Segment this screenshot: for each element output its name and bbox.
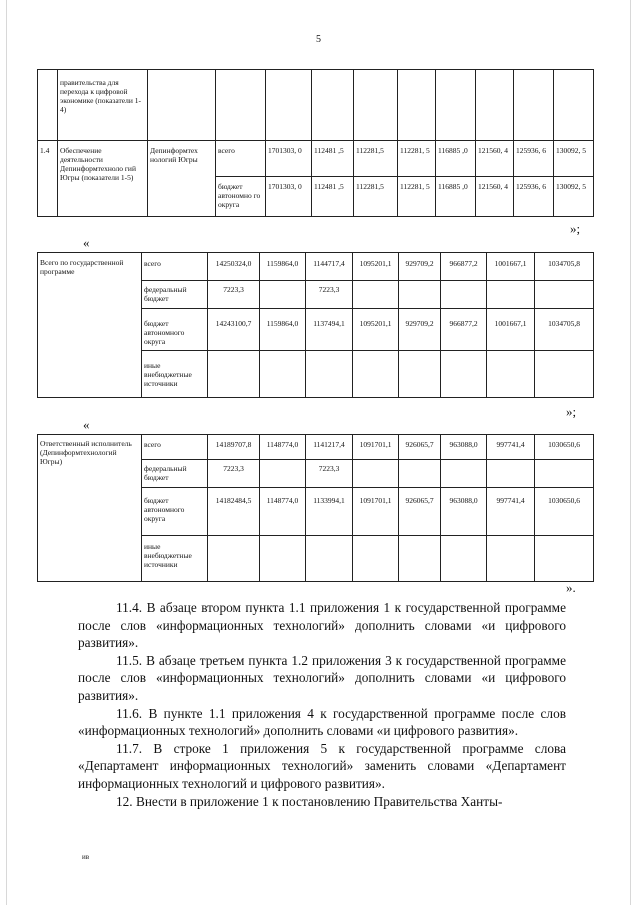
value-cell: 112281,5 [354, 141, 398, 177]
table-row [38, 141, 594, 177]
source-label: иные внебюджетные источники [142, 351, 208, 398]
value-cell: 116885 ,0 [436, 141, 476, 177]
row-name: Обеспечение деятельности Депинформтехноло гий Югры (показатели 1-5) [58, 141, 148, 217]
value-cell: 929709,2 [399, 253, 441, 281]
program-total-table [37, 252, 594, 398]
table-cell [38, 70, 58, 141]
table-row [38, 70, 594, 141]
responsible-executor-table [37, 434, 594, 582]
table-row [38, 253, 594, 281]
value-cell: 1133994,1 [306, 488, 353, 536]
value-cell: 14182484,5 [208, 488, 260, 536]
value-cell: 1030650,6 [535, 488, 594, 536]
value-cell: 112281, 5 [398, 141, 436, 177]
value-cell: 1159864,0 [260, 253, 306, 281]
scan-edge-right [630, 0, 631, 905]
page-number: 5 [316, 34, 321, 45]
value-cell: 1095201,1 [353, 253, 399, 281]
value-cell [487, 460, 535, 488]
value-cell: 1137494,1 [306, 309, 353, 351]
table-title: Всего по государственной программе [38, 253, 142, 398]
source-label: иные внебюджетные источники [142, 536, 208, 582]
value-cell: 1701303, 0 [266, 177, 312, 217]
value-cell: 1091701,1 [353, 488, 399, 536]
paragraph-11-4 [78, 599, 566, 652]
value-cell: 1144717,4 [306, 253, 353, 281]
program-table-continued [37, 69, 594, 217]
value-cell [353, 281, 399, 309]
source-label: всего [142, 253, 208, 281]
value-cell: 926065,7 [399, 488, 441, 536]
value-cell: 112281,5 [354, 177, 398, 217]
paragraph-text: 11.4. В абзаце втором пункта 1.1 приложения 1 к государственной программе после слов «информационных технологий» дополнить словами «и цифрового развития». [78, 600, 566, 651]
paragraph-11-6 [78, 705, 566, 740]
table-row [38, 435, 594, 460]
value-cell: 963088,0 [441, 488, 487, 536]
scan-edge-left [6, 0, 7, 905]
value-cell: 926065,7 [399, 435, 441, 460]
value-cell: 1148774,0 [260, 435, 306, 460]
value-cell: 1148774,0 [260, 488, 306, 536]
value-cell: 1034705,8 [535, 309, 594, 351]
value-cell: 112481 ,5 [312, 141, 354, 177]
footer-mark: ив [82, 853, 90, 861]
paragraph-text: 11.7. В строке 1 приложения 5 к государственной программе слова «Департамент информационных технологий» заменить словами «Департамент информационных технологий и цифрового развития». [78, 740, 566, 791]
paragraph-11-7 [78, 740, 566, 793]
row-number: 1.4 [38, 141, 58, 217]
value-cell: 1001667,1 [487, 253, 535, 281]
value-cell: 130092, 5 [554, 177, 594, 217]
value-cell: 1141217,4 [306, 435, 353, 460]
paragraph-text: 12. Внести в приложение 1 к постановлению Правительства Ханты- [116, 793, 503, 809]
row-executor: Депинформтех нологий Югры [148, 141, 216, 217]
value-cell: 121560, 4 [476, 177, 514, 217]
closing-quote: ». [566, 580, 576, 595]
value-cell: 116885 ,0 [436, 177, 476, 217]
value-cell [441, 460, 487, 488]
value-cell: 963088,0 [441, 435, 487, 460]
row-text: правительства для перехода к цифровой экономике (показатели 1-4) [58, 70, 148, 141]
value-cell: 1091701,1 [353, 435, 399, 460]
source-label: федеральный бюджет [142, 281, 208, 309]
value-cell: 966877,2 [441, 309, 487, 351]
source-label: всего [216, 141, 266, 177]
value-cell [399, 281, 441, 309]
value-cell: 929709,2 [399, 309, 441, 351]
value-cell: 14243100,7 [208, 309, 260, 351]
paragraph-text: 11.5. В абзаце третьем пункта 1.2 приложения 3 к государственной программе после слов «информационных технологий» дополнить словами «и цифрового развития». [78, 652, 566, 703]
paragraph-11-5 [78, 652, 566, 705]
value-cell: 7223,3 [208, 281, 260, 309]
value-cell [441, 281, 487, 309]
opening-quote: « [83, 417, 90, 432]
value-cell: 1701303, 0 [266, 141, 312, 177]
source-label: бюджет автономного округа [142, 488, 208, 536]
source-label: всего [142, 435, 208, 460]
value-cell: 997741,4 [487, 488, 535, 536]
value-cell: 7223,3 [208, 460, 260, 488]
paragraph-12 [78, 793, 566, 811]
value-cell [487, 281, 535, 309]
value-cell: 121560, 4 [476, 141, 514, 177]
value-cell: 7223,3 [306, 281, 353, 309]
value-cell [535, 460, 594, 488]
value-cell: 1001667,1 [487, 309, 535, 351]
value-cell: 112481 ,5 [312, 177, 354, 217]
value-cell: 7223,3 [306, 460, 353, 488]
value-cell [260, 281, 306, 309]
closing-quote: »; [570, 221, 581, 236]
closing-quote: »; [566, 404, 577, 419]
source-label: бюджет автономного округа [142, 309, 208, 351]
value-cell: 125936, 6 [514, 141, 554, 177]
value-cell: 130092, 5 [554, 141, 594, 177]
value-cell: 14189707,8 [208, 435, 260, 460]
opening-quote: « [83, 235, 90, 250]
value-cell [535, 281, 594, 309]
value-cell: 966877,2 [441, 253, 487, 281]
value-cell [353, 460, 399, 488]
source-label: бюджет автономно го округа [216, 177, 266, 217]
value-cell: 125936, 6 [514, 177, 554, 217]
value-cell: 112281, 5 [398, 177, 436, 217]
amendment-text [78, 599, 566, 810]
table-title: Ответственный исполнитель (Депинформтехнологий Югры) [38, 435, 142, 582]
value-cell [399, 460, 441, 488]
value-cell: 1095201,1 [353, 309, 399, 351]
value-cell: 1030650,6 [535, 435, 594, 460]
value-cell: 1034705,8 [535, 253, 594, 281]
value-cell: 1159864,0 [260, 309, 306, 351]
value-cell: 14250324,0 [208, 253, 260, 281]
source-label: федеральный бюджет [142, 460, 208, 488]
value-cell [260, 460, 306, 488]
value-cell: 997741,4 [487, 435, 535, 460]
paragraph-text: 11.6. В пункте 1.1 приложения 4 к государственной программе после слов «информационных технологий» дополнить словами «и цифрового развития». [78, 705, 566, 739]
